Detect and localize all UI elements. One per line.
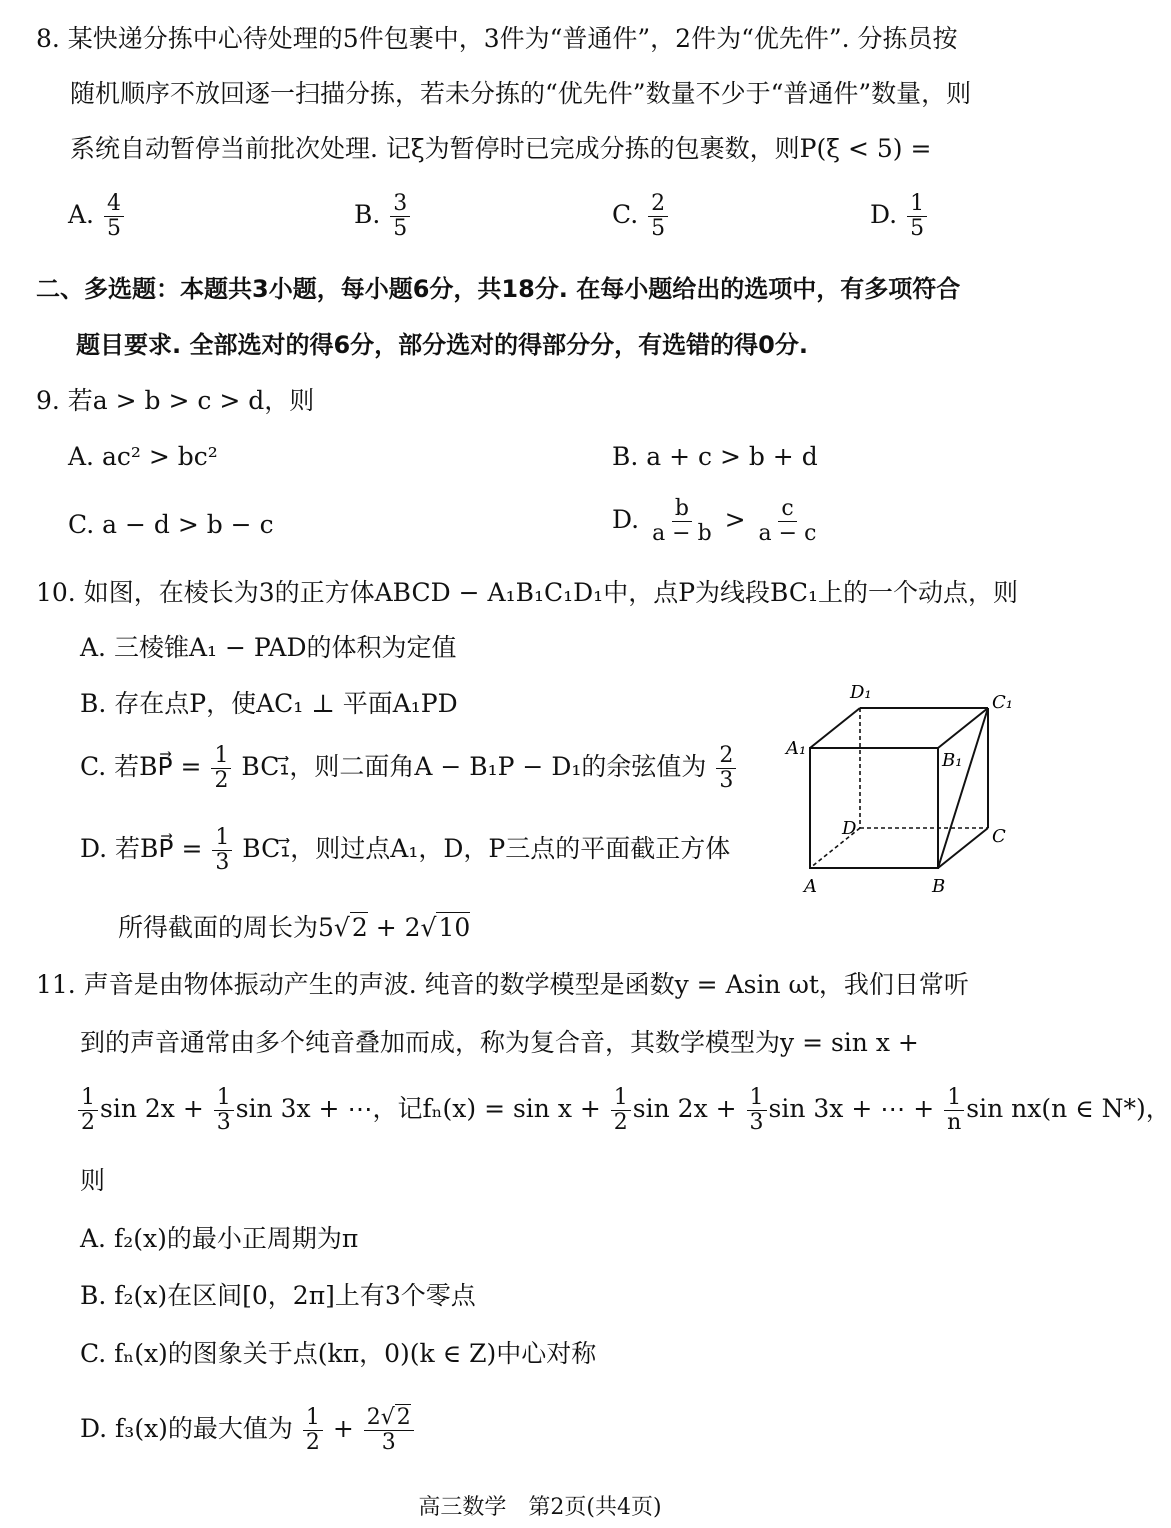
edge-c-b: [938, 828, 988, 868]
label-a: A: [804, 876, 817, 897]
sqrt-sign: √: [380, 1405, 395, 1430]
label-b1: B₁: [942, 750, 963, 771]
fraction: $\frac{2}{5}$: [648, 192, 668, 241]
fraction: $\frac{1}{2}$: [211, 744, 231, 793]
edge-c1-b1: [938, 708, 988, 748]
fraction: $\frac{1}{2}$: [78, 1086, 98, 1135]
fraction: $\frac{1}{3}$: [747, 1086, 767, 1135]
label-d: D: [842, 818, 857, 839]
fraction: $\frac{1}{5}$: [907, 192, 927, 241]
label-c: C: [992, 826, 1006, 847]
label-a1: A₁: [786, 738, 807, 759]
q8-line1: 8. 某快递分拣中心待处理的5件包裹中，3件为“普通件”，2件为“优先件”. 分拣员按: [36, 24, 958, 53]
label-d1: D₁: [850, 682, 872, 703]
q10-option-c: C. 若BP⃗ = $\frac{1}{2}$ BC₁⃗，则二面角A − B₁P − D₁的余弦值为 $\frac{2}{3}$: [80, 744, 738, 793]
q8-option-c: C. $\frac{2}{5}$: [612, 192, 670, 241]
q11-line1: 11. 声音是由物体振动产生的声波. 纯音的数学模型是函数y = Asin ωt，我们日常听: [36, 970, 969, 999]
fraction: $\frac{2}{3}$: [716, 744, 736, 793]
fraction: $\frac{4}{5}$: [104, 192, 124, 241]
segment-b-c1: [938, 708, 988, 868]
q11-option-d: D. f₃(x)的最大值为 $\frac{1}{2}$ + $\frac{2√2}{3}$: [80, 1406, 416, 1455]
fraction: $\frac{2√2}{3}$: [364, 1406, 414, 1455]
q8-line2: 随机顺序不放回逐一扫描分拣，若未分拣的“优先件”数量不少于“普通件”数量，则: [70, 79, 972, 108]
sqrt-sign: √: [333, 913, 350, 942]
cube-figure: [780, 676, 1040, 906]
q10-option-d: D. 若BP⃗ = $\frac{1}{3}$ BC₁⃗，则过点A₁，D，P三点的平面截正方体: [80, 825, 731, 875]
fraction: $\frac{1}{n}$: [944, 1086, 964, 1135]
fraction: $\frac{1}{2}$: [611, 1086, 631, 1135]
label-b: B: [932, 876, 946, 897]
sqrt-sign: √: [420, 913, 437, 942]
front-face: [810, 748, 938, 868]
q9-option-a: A. ac² > bc²: [68, 442, 218, 471]
q8-option-a: A. $\frac{4}{5}$: [68, 192, 126, 241]
fraction: $\frac{3}{5}$: [390, 192, 410, 241]
edge-d1-a1: [810, 708, 860, 748]
q8-option-b: B. $\frac{3}{5}$: [354, 192, 412, 241]
q9-option-c: C. a − d > b − c: [68, 510, 274, 539]
q11-option-c: C. fₙ(x)的图象关于点(kπ，0)(k ∈ Z)中心对称: [80, 1339, 597, 1368]
fraction: $\frac{c}{a - c}$: [758, 496, 817, 546]
fraction: $\frac{1}{2}$: [303, 1406, 323, 1455]
q11-line2: 到的声音通常由多个纯音叠加而成，称为复合音，其数学模型为y = sin x +: [80, 1028, 919, 1057]
section2-heading-line2: 题目要求. 全部选对的得6分，部分选对的得部分分，有选错的得0分.: [76, 331, 808, 359]
q11-option-b: B. f₂(x)在区间[0，2π]上有3个零点: [80, 1281, 476, 1310]
page-footer: 高三数学 第2页(共4页): [418, 1495, 662, 1520]
q9-stem: 9. 若a > b > c > d，则: [36, 386, 315, 415]
q11-line4: 则: [80, 1166, 106, 1195]
label-c1: C₁: [992, 692, 1013, 713]
section2-heading-line1: 二、多选题：本题共3小题，每小题6分，共18分. 在每小题给出的选项中，有多项符合: [36, 275, 961, 303]
q8-line3: 系统自动暂停当前批次处理. 记ξ为暂停时已完成分拣的包裹数，则P(ξ < 5) =: [70, 134, 932, 163]
q9-option-d: D. $\frac{b}{a - b}$ > $\frac{c}{a - c}$: [612, 497, 821, 546]
q10-option-d-line2: 所得截面的周长为5√2 + 2√10: [118, 913, 471, 942]
q11-option-a: A. f₂(x)的最小正周期为π: [80, 1224, 359, 1253]
fraction: $\frac{b}{a - b}$: [652, 496, 712, 546]
q10-option-a: A. 三棱锥A₁ − PAD的体积为定值: [80, 633, 457, 662]
fraction: $\frac{1}{3}$: [214, 1086, 234, 1135]
q11-line3: $\frac{1}{2}$ sin 2x + $\frac{1}{3}$ sin 3x + ⋯，记fₙ(x) = sin x + $\frac{1}{2}$ sin 2x + $\frac{1}{3}$ sin 3x + ⋯ + $\frac{1}{n}$ sin nx(n ∈ N*)，: [76, 1086, 1171, 1135]
q9-option-b: B. a + c > b + d: [612, 442, 818, 471]
q8-option-d: D. $\frac{1}{5}$: [870, 192, 929, 241]
q10-stem: 10. 如图，在棱长为3的正方体ABCD − A₁B₁C₁D₁中，点P为线段BC₁上的一个动点，则: [36, 578, 1019, 607]
fraction: $\frac{1}{3}$: [212, 826, 232, 875]
q10-option-b: B. 存在点P，使AC₁ ⊥ 平面A₁PD: [80, 689, 458, 718]
